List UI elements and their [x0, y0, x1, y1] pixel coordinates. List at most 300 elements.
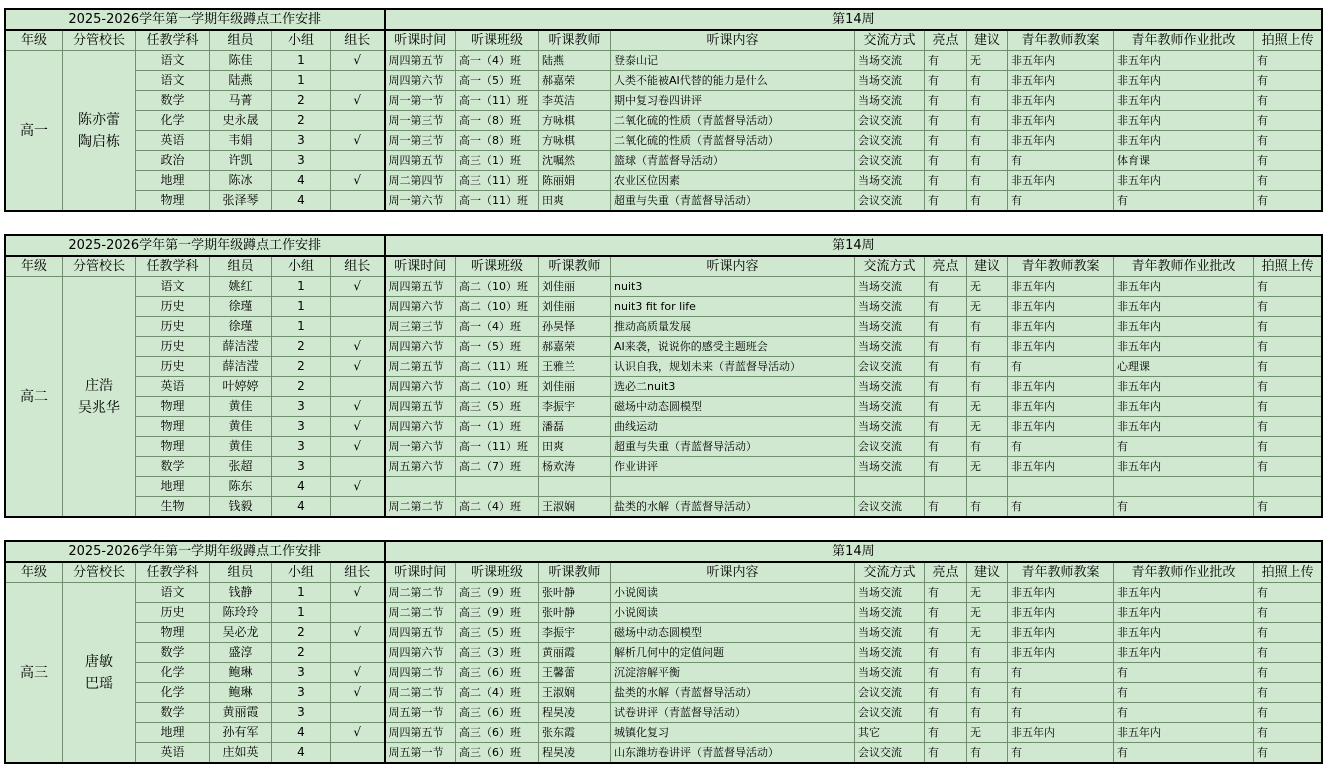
- table-cell: 陈佳: [210, 51, 272, 71]
- table-cell: 高三（3）班: [456, 643, 539, 663]
- table-row: [6, 51, 1322, 71]
- table-cell: 有: [1254, 317, 1322, 337]
- column-header: 听课教师: [539, 562, 611, 583]
- table-cell: 周四第五节: [385, 623, 456, 643]
- table-cell: 周一第六节: [385, 437, 456, 457]
- table-cell: 篮球（青蓝督导活动）: [611, 151, 855, 171]
- table-cell: 高三（5）班: [456, 397, 539, 417]
- table-cell: 登泰山记: [611, 51, 855, 71]
- table-cell: [456, 477, 539, 497]
- table-cell: 高一（4）班: [456, 51, 539, 71]
- table-cell: √: [331, 397, 385, 417]
- table-cell: 语文: [136, 51, 210, 71]
- table-cell: 当场交流: [855, 171, 925, 191]
- table-cell: 鲍琳: [210, 683, 272, 703]
- table-cell: 无: [967, 583, 1008, 603]
- table-cell: 2: [272, 111, 331, 131]
- table-row: [6, 131, 1322, 151]
- table-row: [6, 111, 1322, 131]
- table-cell: 沈嘱然: [539, 151, 611, 171]
- table-cell: 有: [1008, 743, 1114, 763]
- column-header: 听课时间: [385, 256, 456, 277]
- table-cell: 有: [1254, 297, 1322, 317]
- table-cell: 非五年内: [1114, 417, 1254, 437]
- table-cell: 有: [967, 71, 1008, 91]
- table-cell: 高三（6）班: [456, 743, 539, 763]
- table-row: [6, 357, 1322, 377]
- table-cell: 吴必龙: [210, 623, 272, 643]
- column-header: 交流方式: [855, 562, 925, 583]
- table-cell: [331, 297, 385, 317]
- table-cell: 有: [925, 683, 967, 703]
- table-cell: 有: [925, 71, 967, 91]
- table-cell: 化学: [136, 111, 210, 131]
- table-cell: 有: [1254, 171, 1322, 191]
- table-cell: 会议交流: [855, 151, 925, 171]
- table-cell: 1: [272, 51, 331, 71]
- table-cell: 黄佳: [210, 437, 272, 457]
- table-cell: 有: [1008, 357, 1114, 377]
- table-cell: 非五年内: [1008, 377, 1114, 397]
- table-cell: 2: [272, 377, 331, 397]
- table-cell: 徐瑾: [210, 297, 272, 317]
- table-cell: 有: [1254, 417, 1322, 437]
- table-cell: 非五年内: [1114, 317, 1254, 337]
- grade-table-3: [5, 541, 1322, 763]
- table-cell: 有: [925, 171, 967, 191]
- column-header: 青年教师作业批改: [1114, 30, 1254, 51]
- table-cell: 有: [925, 703, 967, 723]
- table-cell: 有: [967, 91, 1008, 111]
- table-cell: 高一（5）班: [456, 337, 539, 357]
- table-cell: 数学: [136, 643, 210, 663]
- table-cell: 当场交流: [855, 417, 925, 437]
- principal-name: 吴兆华: [78, 399, 120, 416]
- table-cell: 非五年内: [1008, 337, 1114, 357]
- column-header: 听课内容: [611, 30, 855, 51]
- table-cell: 地理: [136, 477, 210, 497]
- table-cell: 钱静: [210, 583, 272, 603]
- table-row: [6, 663, 1322, 683]
- table-cell: 有: [1254, 643, 1322, 663]
- table-cell: √: [331, 623, 385, 643]
- table-cell: 有: [925, 417, 967, 437]
- column-header: 小组: [272, 562, 331, 583]
- table-cell: 化学: [136, 663, 210, 683]
- table-cell: [331, 111, 385, 131]
- column-header: 亮点: [925, 562, 967, 583]
- table-cell: 非五年内: [1114, 171, 1254, 191]
- table-cell: [967, 477, 1008, 497]
- table-cell: 英语: [136, 377, 210, 397]
- table-cell: 有: [1254, 277, 1322, 297]
- table-cell: 高三（5）班: [456, 623, 539, 643]
- table-cell: 高一（4）班: [456, 317, 539, 337]
- table-cell: 1: [272, 71, 331, 91]
- table-cell: 有: [1254, 337, 1322, 357]
- table-row: [6, 191, 1322, 211]
- table-cell: 有: [967, 151, 1008, 171]
- table-cell: 数学: [136, 457, 210, 477]
- column-header: 分管校长: [63, 562, 136, 583]
- column-header: 听课教师: [539, 30, 611, 51]
- table-cell: 史永晟: [210, 111, 272, 131]
- week-label: 第14周: [385, 10, 1322, 31]
- column-header: 青年教师教案: [1008, 30, 1114, 51]
- table-cell: 1: [272, 297, 331, 317]
- principal-name: 陶启栋: [78, 133, 120, 150]
- table-cell: 3: [272, 683, 331, 703]
- table-cell: 周一第六节: [385, 191, 456, 211]
- table-cell: 非五年内: [1008, 397, 1114, 417]
- table-cell: 非五年内: [1114, 71, 1254, 91]
- table-cell: 非五年内: [1008, 603, 1114, 623]
- table-cell: 超重与失重（青蓝督导活动）: [611, 437, 855, 457]
- table-cell: 非五年内: [1008, 317, 1114, 337]
- table-cell: 周四第六节: [385, 337, 456, 357]
- table-cell: 有: [1254, 583, 1322, 603]
- table-cell: 其它: [855, 723, 925, 743]
- column-header: 年级: [6, 30, 63, 51]
- table-cell: 非五年内: [1008, 417, 1114, 437]
- table-cell: 有: [1254, 357, 1322, 377]
- table-row: [6, 477, 1322, 497]
- table-cell: 3: [272, 703, 331, 723]
- table-cell: [925, 477, 967, 497]
- table-cell: 有: [1254, 111, 1322, 131]
- table-cell: 1: [272, 277, 331, 297]
- table-row: [6, 437, 1322, 457]
- table-cell: 有: [1254, 743, 1322, 763]
- table-cell: 韦娟: [210, 131, 272, 151]
- table-cell: 2: [272, 643, 331, 663]
- table-cell: 程昊凌: [539, 743, 611, 763]
- table-cell: 钱毅: [210, 497, 272, 517]
- table-cell: 英语: [136, 743, 210, 763]
- table-cell: 周三第三节: [385, 317, 456, 337]
- table-cell: 无: [967, 457, 1008, 477]
- table-cell: 当场交流: [855, 51, 925, 71]
- table-cell: [1114, 477, 1254, 497]
- table-cell: 当场交流: [855, 397, 925, 417]
- table-cell: 二氧化硫的性质（青蓝督导活动）: [611, 131, 855, 151]
- table-cell: 叶婷婷: [210, 377, 272, 397]
- column-header: 组员: [210, 256, 272, 277]
- table-cell: 有: [1114, 683, 1254, 703]
- table-cell: 有: [925, 317, 967, 337]
- table-cell: 张叶静: [539, 583, 611, 603]
- table-cell: 李英洁: [539, 91, 611, 111]
- table-cell: 会议交流: [855, 191, 925, 211]
- table-cell: 张叶静: [539, 603, 611, 623]
- table-cell: 杨欢涛: [539, 457, 611, 477]
- table-cell: 有: [1254, 623, 1322, 643]
- table-cell: [385, 477, 456, 497]
- table-cell: 有: [1008, 663, 1114, 683]
- table-cell: 高三（6）班: [456, 723, 539, 743]
- table-cell: 4: [272, 477, 331, 497]
- table-cell: 周五第一节: [385, 703, 456, 723]
- table-cell: 非五年内: [1008, 51, 1114, 71]
- table-cell: 周二第二节: [385, 583, 456, 603]
- table-cell: 徐瑾: [210, 317, 272, 337]
- table-cell: 非五年内: [1114, 397, 1254, 417]
- table-cell: 非五年内: [1114, 131, 1254, 151]
- table-cell: 会议交流: [855, 131, 925, 151]
- table-cell: 周五第一节: [385, 743, 456, 763]
- table-cell: 当场交流: [855, 643, 925, 663]
- table-cell: 王雅兰: [539, 357, 611, 377]
- table-cell: 有: [967, 703, 1008, 723]
- column-header: 听课时间: [385, 562, 456, 583]
- table-cell: nuit3 fit for life: [611, 297, 855, 317]
- table-cell: 周四第五节: [385, 397, 456, 417]
- table-cell: 无: [967, 297, 1008, 317]
- table-row: [6, 743, 1322, 763]
- column-header: 听课班级: [456, 562, 539, 583]
- table-cell: 田爽: [539, 191, 611, 211]
- table-cell: 当场交流: [855, 663, 925, 683]
- table-cell: 周二第二节: [385, 603, 456, 623]
- table-cell: [539, 477, 611, 497]
- table-cell: 有: [925, 191, 967, 211]
- header-row: [6, 30, 1322, 51]
- table-cell: 政治: [136, 151, 210, 171]
- table-cell: 有: [1254, 437, 1322, 457]
- table-row: [6, 277, 1322, 297]
- table-cell: 当场交流: [855, 457, 925, 477]
- table-cell: 有: [1008, 683, 1114, 703]
- table-cell: 有: [1114, 191, 1254, 211]
- table-cell: 非五年内: [1008, 171, 1114, 191]
- table-cell: 3: [272, 151, 331, 171]
- table-cell: 周二第四节: [385, 171, 456, 191]
- table-cell: 有: [967, 437, 1008, 457]
- table-cell: √: [331, 51, 385, 71]
- table-cell: 盛淳: [210, 643, 272, 663]
- table-cell: √: [331, 277, 385, 297]
- table-cell: 非五年内: [1008, 623, 1114, 643]
- table-cell: 历史: [136, 357, 210, 377]
- week-label: 第14周: [385, 542, 1322, 563]
- column-header: 听课班级: [456, 30, 539, 51]
- table-cell: 陈玲玲: [210, 603, 272, 623]
- table-cell: 有: [1254, 683, 1322, 703]
- table-cell: 4: [272, 171, 331, 191]
- table-cell: 有: [1254, 603, 1322, 623]
- table-title: 2025-2026学年第一学期年级蹲点工作安排: [6, 236, 385, 257]
- table-row: [6, 643, 1322, 663]
- table-cell: 历史: [136, 317, 210, 337]
- table-cell: 有: [1254, 151, 1322, 171]
- table-cell: 有: [925, 377, 967, 397]
- table-cell: 3: [272, 437, 331, 457]
- table-cell: 非五年内: [1114, 377, 1254, 397]
- table-cell: 高一（1）班: [456, 417, 539, 437]
- column-header: 听课时间: [385, 30, 456, 51]
- table-cell: 当场交流: [855, 377, 925, 397]
- grade-cell: 高二: [6, 277, 63, 517]
- table-cell: 有: [925, 131, 967, 151]
- table-cell: √: [331, 437, 385, 457]
- table-row: [6, 723, 1322, 743]
- column-header: 青年教师作业批改: [1114, 256, 1254, 277]
- table-cell: 非五年内: [1114, 603, 1254, 623]
- table-cell: 有: [1008, 497, 1114, 517]
- table-cell: 会议交流: [855, 357, 925, 377]
- table-cell: 3: [272, 397, 331, 417]
- table-cell: 语文: [136, 583, 210, 603]
- table-cell: 周四第六节: [385, 643, 456, 663]
- table-cell: [611, 477, 855, 497]
- table-cell: 刘佳丽: [539, 277, 611, 297]
- table-cell: 有: [925, 603, 967, 623]
- principal-name: 陈亦蕾: [78, 111, 120, 128]
- table-cell: 心理课: [1114, 357, 1254, 377]
- table-cell: 有: [967, 191, 1008, 211]
- table-cell: 山东潍坊卷讲评（青蓝督导活动）: [611, 743, 855, 763]
- column-header: 交流方式: [855, 256, 925, 277]
- column-header: 组员: [210, 30, 272, 51]
- table-row: [6, 337, 1322, 357]
- table-cell: 薛洁滢: [210, 337, 272, 357]
- table-cell: 有: [1254, 497, 1322, 517]
- table-cell: 方咏棋: [539, 111, 611, 131]
- table-cell: 历史: [136, 603, 210, 623]
- table-cell: 周一第一节: [385, 91, 456, 111]
- table-cell: 高一（11）班: [456, 91, 539, 111]
- table-cell: 当场交流: [855, 297, 925, 317]
- table-cell: 马菁: [210, 91, 272, 111]
- table-cell: 有: [967, 377, 1008, 397]
- table-cell: 张东霞: [539, 723, 611, 743]
- table-cell: 地理: [136, 723, 210, 743]
- column-header: 建议: [967, 30, 1008, 51]
- column-header: 组员: [210, 562, 272, 583]
- table-cell: 有: [925, 497, 967, 517]
- column-header: 小组: [272, 256, 331, 277]
- column-header: 组长: [331, 562, 385, 583]
- table-cell: [331, 317, 385, 337]
- column-header: 年级: [6, 562, 63, 583]
- table-row: [6, 151, 1322, 171]
- table-cell: 黄丽霞: [539, 643, 611, 663]
- table-cell: 盐类的水解（青蓝督导活动）: [611, 497, 855, 517]
- column-header: 青年教师作业批改: [1114, 562, 1254, 583]
- table-cell: 陈东: [210, 477, 272, 497]
- table-cell: 4: [272, 497, 331, 517]
- table-cell: 有: [967, 111, 1008, 131]
- table-cell: 非五年内: [1008, 457, 1114, 477]
- table-cell: 数学: [136, 703, 210, 723]
- table-cell: 2: [272, 91, 331, 111]
- table-cell: 薛洁滢: [210, 357, 272, 377]
- table-cell: √: [331, 723, 385, 743]
- table-cell: 有: [967, 171, 1008, 191]
- table-cell: 无: [967, 603, 1008, 623]
- table-cell: 非五年内: [1114, 337, 1254, 357]
- table-cell: [331, 457, 385, 477]
- table-cell: [855, 477, 925, 497]
- grade-table-1: [5, 9, 1322, 211]
- table-cell: 高三（6）班: [456, 663, 539, 683]
- table-cell: 有: [967, 643, 1008, 663]
- column-header: 任教学科: [136, 256, 210, 277]
- table-cell: 高二（7）班: [456, 457, 539, 477]
- table-cell: 盐类的水解（青蓝督导活动）: [611, 683, 855, 703]
- table-cell: 当场交流: [855, 623, 925, 643]
- table-title: 2025-2026学年第一学期年级蹲点工作安排: [6, 10, 385, 31]
- table-cell: 物理: [136, 437, 210, 457]
- column-header: 小组: [272, 30, 331, 51]
- table-cell: 有: [1114, 497, 1254, 517]
- table-cell: 非五年内: [1114, 723, 1254, 743]
- table-row: [6, 71, 1322, 91]
- table-cell: [331, 71, 385, 91]
- table-cell: [331, 377, 385, 397]
- table-cell: 2: [272, 357, 331, 377]
- table-cell: 周四第二节: [385, 663, 456, 683]
- table-cell: 当场交流: [855, 91, 925, 111]
- table-cell: [331, 643, 385, 663]
- table-cell: 高三（11）班: [456, 171, 539, 191]
- table-cell: 会议交流: [855, 703, 925, 723]
- table-cell: 4: [272, 191, 331, 211]
- table-cell: 周四第六节: [385, 71, 456, 91]
- principal-cell: [63, 583, 136, 763]
- table-cell: 王淑娴: [539, 497, 611, 517]
- table-cell: 李振宇: [539, 623, 611, 643]
- table-title: 2025-2026学年第一学期年级蹲点工作安排: [6, 542, 385, 563]
- table-row: [6, 417, 1322, 437]
- column-header: 拍照上传: [1254, 30, 1322, 51]
- table-cell: 当场交流: [855, 583, 925, 603]
- table-cell: 城镇化复习: [611, 723, 855, 743]
- title-row: [6, 10, 1322, 31]
- table-cell: 周四第五节: [385, 51, 456, 71]
- table-cell: 非五年内: [1114, 643, 1254, 663]
- table-cell: √: [331, 357, 385, 377]
- table-cell: nuit3: [611, 277, 855, 297]
- table-cell: 王馨蕾: [539, 663, 611, 683]
- table-cell: 当场交流: [855, 317, 925, 337]
- table-cell: 3: [272, 457, 331, 477]
- grade-table-2: [5, 235, 1322, 517]
- column-header: 听课内容: [611, 256, 855, 277]
- table-cell: 有: [925, 151, 967, 171]
- table-row: [6, 457, 1322, 477]
- principal-name: 巴瑶: [85, 675, 113, 692]
- table-cell: 陆燕: [539, 51, 611, 71]
- table-cell: 有: [925, 277, 967, 297]
- table-cell: 高三（1）班: [456, 151, 539, 171]
- column-header: 亮点: [925, 30, 967, 51]
- table-cell: 非五年内: [1114, 457, 1254, 477]
- grade-cell: 高三: [6, 583, 63, 763]
- table-row: [6, 583, 1322, 603]
- table-cell: 非五年内: [1008, 131, 1114, 151]
- table-cell: 1: [272, 603, 331, 623]
- table-cell: 非五年内: [1008, 297, 1114, 317]
- column-header: 分管校长: [63, 30, 136, 51]
- table-cell: 当场交流: [855, 603, 925, 623]
- table-cell: 非五年内: [1008, 277, 1114, 297]
- table-cell: 小说阅读: [611, 583, 855, 603]
- table-cell: 4: [272, 743, 331, 763]
- table-cell: 化学: [136, 683, 210, 703]
- table-cell: 曲线运动: [611, 417, 855, 437]
- table-cell: 李振宇: [539, 397, 611, 417]
